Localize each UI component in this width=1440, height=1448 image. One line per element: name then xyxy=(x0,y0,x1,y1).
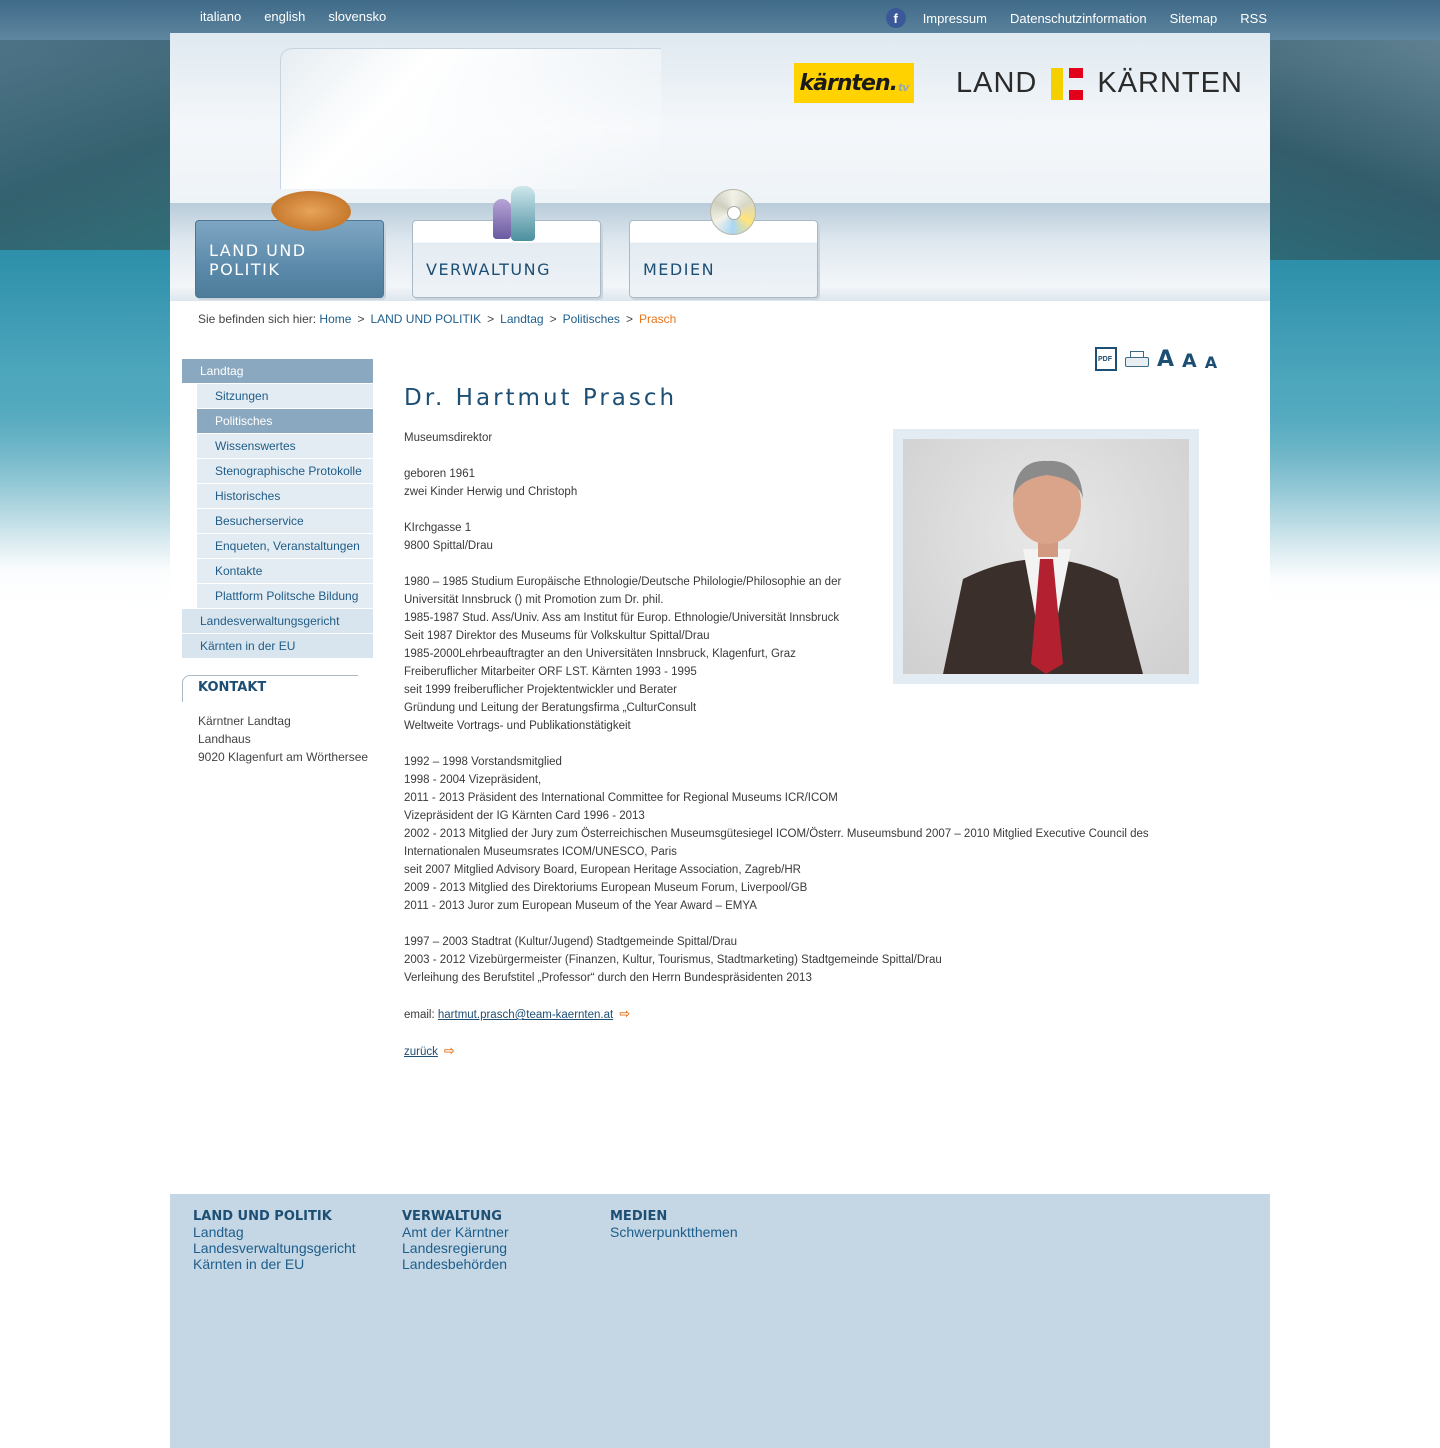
contact-line: 9020 Klagenfurt am Wörthersee xyxy=(198,750,369,764)
pdf-icon[interactable] xyxy=(1095,347,1117,371)
contact-address xyxy=(182,712,373,766)
background-lake-right xyxy=(1265,260,1440,580)
profile-career-line: 1980 – 1985 Studium Europäische Ethnologie/Deutsche Philologie/Philosophie an der xyxy=(404,576,842,588)
ktv-logo-suffix: tv xyxy=(898,80,909,94)
footer-col-land-und-politik xyxy=(193,1209,356,1272)
profile-function-line: 2011 - 2013 Präsident des International Committee for Regional Museums ICR/ICOM xyxy=(404,792,838,804)
sidebar-nav xyxy=(182,359,373,659)
header xyxy=(170,33,1270,203)
footer-col-verwaltung xyxy=(402,1209,509,1272)
profile-personal-line: geboren 1961 xyxy=(404,468,475,480)
land-logo-right: KÄRNTEN xyxy=(1097,67,1243,99)
sidebar-item-wissenswertes[interactable]: Wissenswertes xyxy=(197,434,373,458)
footer-col-title[interactable]: MEDIEN xyxy=(610,1209,668,1224)
lang-italiano[interactable]: italiano xyxy=(200,9,242,24)
sidebar-item-stenographische-protokolle[interactable]: Stenographische Protokolle xyxy=(197,459,373,483)
background-lake-left xyxy=(0,250,175,570)
font-size-small-button[interactable]: A xyxy=(1204,353,1218,372)
cd-icon xyxy=(710,189,756,235)
sidebar-item-besucherservice[interactable]: Besucherservice xyxy=(197,509,373,533)
font-size-large-button[interactable]: A xyxy=(1157,347,1175,372)
footer-col-title[interactable]: LAND UND POLITIK xyxy=(193,1209,332,1224)
footer-col-title[interactable]: VERWALTUNG xyxy=(402,1209,502,1224)
people-icon xyxy=(493,181,538,261)
profile-career-line: Weltweite Vortrags- und Publikationstätigkeit xyxy=(404,720,631,732)
tab-label: VERWALTUNG xyxy=(426,260,551,279)
profile-function-line: Vizepräsident der IG Kärnten Card 1996 - 2013 xyxy=(404,810,645,822)
footer-link-amt[interactable]: Amt der Kärntner xyxy=(402,1224,509,1240)
breadcrumb-current: Prasch xyxy=(638,312,677,326)
email-label: email: xyxy=(404,1009,435,1021)
email-link[interactable]: hartmut.prasch@team-kaernten.at xyxy=(437,1009,614,1021)
link-datenschutz[interactable]: Datenschutzinformation xyxy=(1009,11,1147,26)
profile-content xyxy=(404,429,1204,1061)
footer-link-landesverwaltungsgericht[interactable]: Landesverwaltungsgericht xyxy=(193,1240,356,1256)
profile-personal-line: zwei Kinder Herwig und Christoph xyxy=(404,486,578,498)
footer-link-landesbehoerden[interactable]: Landesbehörden xyxy=(402,1256,508,1272)
sidebar-item-politisches[interactable]: Politisches xyxy=(197,409,373,433)
profile-career-line: Universität Innsbruck () mit Promotion zum Dr. phil. xyxy=(404,594,664,606)
contact-line: Landhaus xyxy=(198,732,251,746)
sidebar-item-kontakte[interactable]: Kontakte xyxy=(197,559,373,583)
font-size-medium-button[interactable]: A xyxy=(1182,350,1197,372)
utility-links xyxy=(886,9,1267,28)
breadcrumb-home[interactable]: Home xyxy=(319,312,352,326)
footer-link-landesregierung[interactable]: Landesregierung xyxy=(402,1240,508,1256)
footer-link-landtag[interactable]: Landtag xyxy=(193,1224,244,1240)
profile-career-line: 1985-2000Lehrbeauftragter an den Universitäten Innsbruck, Klagenfurt, Graz xyxy=(404,648,796,660)
tab-verwaltung[interactable] xyxy=(412,220,601,298)
sidebar-item-landesverwaltungsgericht[interactable]: Landesverwaltungsgericht xyxy=(182,609,373,633)
profile-function-line: 2002 - 2013 Mitglied der Jury zum Österreichischen Museumsgütesiegel ICOM/Österr. Museumsbund 2007 – 2010 Mitglied Executive Council des xyxy=(404,828,1149,840)
contact-title: KONTAKT xyxy=(182,675,358,702)
ktv-logo-text: kärnten. xyxy=(799,70,897,96)
tab-land-und-politik[interactable] xyxy=(195,220,384,298)
profile-politics-line: 1997 – 2003 Stadtrat (Kultur/Jugend) Stadtgemeinde Spittal/Drau xyxy=(404,936,738,948)
header-decoration xyxy=(280,48,661,189)
breadcrumb-separator: > xyxy=(357,312,365,326)
language-switcher xyxy=(200,9,386,24)
lang-english[interactable]: english xyxy=(264,9,306,24)
link-impressum[interactable]: Impressum xyxy=(922,11,987,26)
breadcrumb-landtag[interactable]: Landtag xyxy=(500,312,544,326)
back-row xyxy=(404,1042,1204,1061)
tab-label: MEDIEN xyxy=(643,260,716,279)
profile-function-line: 1998 - 2004 Vizepräsident, xyxy=(404,774,542,786)
profile-function-line: 2009 - 2013 Mitglied des Direktoriums European Museum Forum, Liverpool/GB xyxy=(404,882,808,894)
profile-career-line: seit 1999 freiberuflicher Projektentwickler und Berater xyxy=(404,684,677,696)
lang-slovensko[interactable]: slovensko xyxy=(328,9,387,24)
tab-label: LAND UND POLITIK xyxy=(209,241,307,279)
breadcrumb-politisches[interactable]: Politisches xyxy=(562,312,620,326)
footer-col-medien xyxy=(610,1209,738,1240)
page-title: Dr. Hartmut Prasch xyxy=(404,385,678,411)
profile-address-line: 9800 Spittal/Drau xyxy=(404,540,493,552)
email-row xyxy=(404,1005,1204,1024)
sidebar-item-politische-bildung[interactable]: Plattform Politsche Bildung xyxy=(197,584,373,608)
profile-career-line: 1985-1987 Stud. Ass/Univ. Ass am Institut für Europ. Ethnologie/Universität Innsbruck xyxy=(404,612,840,624)
link-sitemap[interactable]: Sitemap xyxy=(1169,11,1218,26)
back-link[interactable]: zurück xyxy=(404,1046,438,1058)
profile-function-line: 2011 - 2013 Juror zum European Museum of the Year Award – EMYA xyxy=(404,900,757,912)
breadcrumb-separator: > xyxy=(487,312,495,326)
profile-address-line: KIrchgasse 1 xyxy=(404,522,472,534)
page-container xyxy=(170,33,1270,1448)
breadcrumb xyxy=(198,312,676,326)
profile-career-line: Freiberuflicher Mitarbeiter ORF LST. Kärnten 1993 - 1995 xyxy=(404,666,697,678)
tab-medien[interactable] xyxy=(629,220,818,298)
contact-box xyxy=(182,675,373,766)
facebook-icon[interactable]: f xyxy=(886,8,906,28)
link-rss[interactable]: RSS xyxy=(1240,11,1267,26)
breadcrumb-separator: > xyxy=(549,312,557,326)
profile-function-line: Internationalen Museumsrates ICOM/UNESCO, Paris xyxy=(404,846,677,858)
kaernten-tv-logo[interactable] xyxy=(794,63,914,103)
carinthia-map-icon xyxy=(271,191,351,231)
breadcrumb-prefix: Sie befinden sich hier: xyxy=(198,312,317,326)
profile-function-line: seit 2007 Mitglied Advisory Board, European Heritage Association, Zagreb/HR xyxy=(404,864,801,876)
pdf-icon-label: PDF xyxy=(1098,356,1112,363)
profile-career-line: Gründung und Leitung der Beratungsfirma „CulturConsult xyxy=(404,702,697,714)
profile-politics-line: Verleihung des Berufstitel „Professor“ durch den Herrn Bundespräsidenten 2013 xyxy=(404,972,812,984)
profile-career-line: Seit 1987 Direktor des Museums für Volkskultur Spittal/Drau xyxy=(404,630,710,642)
breadcrumb-separator: > xyxy=(625,312,633,326)
footer-link-kaernten-in-der-eu[interactable]: Kärnten in der EU xyxy=(193,1256,305,1272)
profile-function-line: 1992 – 1998 Vorstandsmitglied xyxy=(404,756,562,768)
contact-line: Kärntner Landtag xyxy=(198,714,291,728)
sidebar-item-historisches[interactable]: Historisches xyxy=(197,484,373,508)
print-icon[interactable] xyxy=(1125,351,1149,371)
page-tools xyxy=(1095,347,1217,371)
sidebar-item-sitzungen[interactable]: Sitzungen xyxy=(197,384,373,408)
footer xyxy=(170,1194,1270,1448)
back-arrow-icon[interactable]: ⇨ xyxy=(443,1043,455,1058)
land-logo-left: LAND xyxy=(956,67,1038,99)
external-link-icon[interactable]: ⇨ xyxy=(619,1006,631,1021)
breadcrumb-land-und-politik[interactable]: LAND UND POLITIK xyxy=(370,312,482,326)
sidebar-item-enqueten[interactable]: Enqueten, Veranstaltungen xyxy=(197,534,373,558)
profile-role: Museumsdirektor xyxy=(404,432,493,444)
sidebar-item-landtag[interactable]: Landtag xyxy=(182,359,373,383)
top-utility-bar xyxy=(0,0,1440,33)
profile-politics-line: 2003 - 2012 Vizebürgermeister (Finanzen, Kultur, Tourismus, Stadtmarketing) Stadtgemeinde Spittal/Drau xyxy=(404,954,942,966)
land-kaernten-logo[interactable] xyxy=(956,67,1243,100)
sidebar-item-kaernten-in-der-eu[interactable]: Kärnten in der EU xyxy=(182,634,373,658)
carinthia-flag-icon xyxy=(1051,68,1083,100)
footer-link-schwerpunktthemen[interactable]: Schwerpunktthemen xyxy=(610,1224,738,1240)
